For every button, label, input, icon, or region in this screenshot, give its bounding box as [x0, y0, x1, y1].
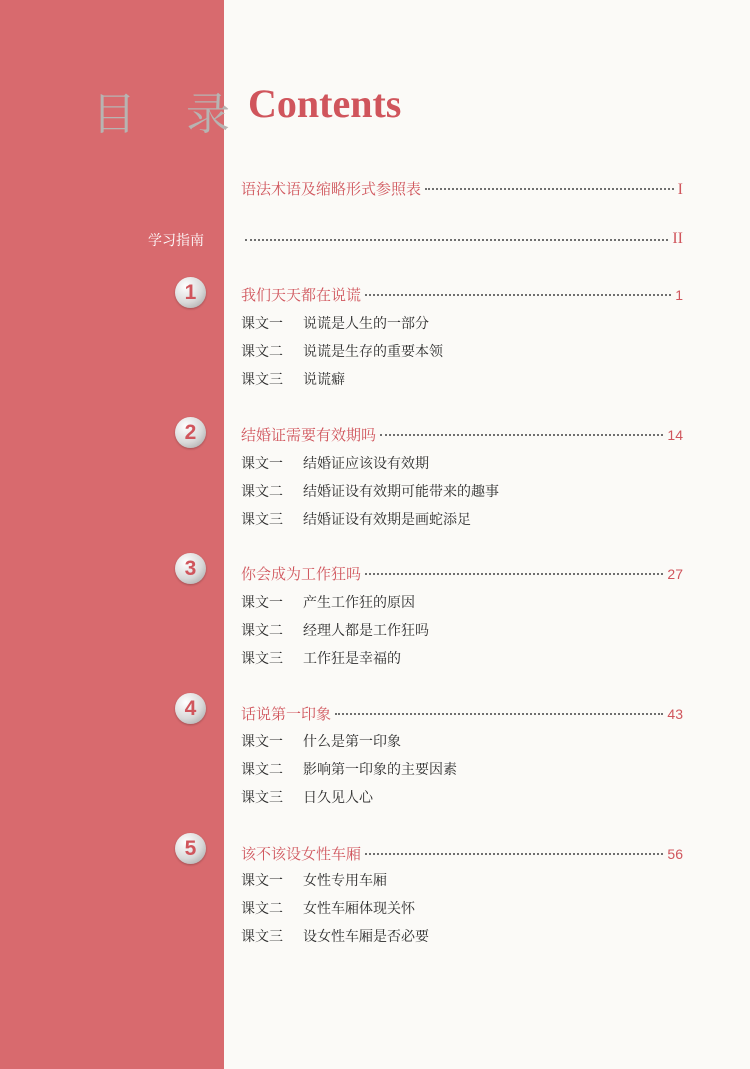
chapter-title: 你会成为工作狂吗	[241, 565, 362, 583]
chapter-page: 14	[667, 427, 683, 443]
lesson-label: 课文一	[241, 456, 283, 472]
lesson-label: 课文二	[241, 901, 283, 917]
lesson-item[interactable]	[241, 592, 415, 612]
chapter-page: 1	[675, 287, 683, 303]
chapter-page: 56	[667, 846, 683, 862]
lesson-title: 女性专用车厢	[303, 873, 387, 889]
lesson-item[interactable]	[241, 759, 457, 779]
lesson-item[interactable]	[241, 453, 429, 473]
lesson-label: 课文一	[241, 873, 283, 889]
chapter-number-badge: 4	[175, 693, 206, 724]
toc-chapter-2[interactable]	[241, 424, 683, 445]
leader-dots	[335, 712, 663, 715]
left-red-band	[0, 0, 224, 1069]
chapter-title: 结婚证需要有效期吗	[241, 426, 377, 444]
lesson-item[interactable]	[241, 369, 345, 389]
lesson-title: 影响第一印象的主要因素	[303, 762, 457, 778]
lesson-item[interactable]	[241, 481, 499, 501]
lesson-title: 产生工作狂的原因	[303, 595, 415, 611]
leader-dots	[245, 238, 668, 241]
lesson-label: 课文三	[241, 929, 283, 945]
toc-entry-guide[interactable]	[241, 230, 683, 248]
chapter-title: 话说第一印象	[241, 705, 332, 723]
lesson-item[interactable]	[241, 731, 401, 751]
toc-chapter-1[interactable]	[241, 284, 683, 305]
toc-chapter-4[interactable]	[241, 703, 683, 724]
lesson-title: 经理人都是工作狂吗	[303, 623, 429, 639]
leader-dots	[425, 187, 674, 190]
lesson-label: 课文三	[241, 790, 283, 806]
lesson-item[interactable]	[241, 313, 429, 333]
toc-chapter-3[interactable]	[241, 563, 683, 584]
lesson-title: 结婚证设有效期可能带来的趣事	[303, 484, 499, 500]
lesson-label: 课文二	[241, 344, 283, 360]
chapter-page: 43	[667, 706, 683, 722]
chapter-number-badge: 2	[175, 417, 206, 448]
page-title-chinese: 目 录	[92, 89, 248, 140]
lesson-label: 课文二	[241, 484, 283, 500]
leader-dots	[380, 433, 663, 436]
lesson-title: 日久见人心	[303, 790, 373, 806]
lesson-label: 课文三	[241, 512, 283, 528]
lesson-item[interactable]	[241, 620, 429, 640]
lesson-title: 结婚证应该设有效期	[303, 456, 429, 472]
lesson-label: 课文一	[241, 595, 283, 611]
lesson-label: 课文三	[241, 372, 283, 388]
chapter-number-badge: 3	[175, 553, 206, 584]
toc-entry-guide-label: 学习指南	[148, 233, 204, 249]
chapter-title: 我们天天都在说谎	[241, 286, 362, 304]
toc-chapter-5[interactable]	[241, 843, 683, 864]
lesson-label: 课文一	[241, 316, 283, 332]
lesson-title: 什么是第一印象	[303, 734, 401, 750]
leader-dots	[365, 852, 663, 855]
lesson-label: 课文二	[241, 623, 283, 639]
lesson-title: 结婚证设有效期是画蛇添足	[303, 512, 471, 528]
lesson-title: 说谎是生存的重要本领	[303, 344, 443, 360]
lesson-item[interactable]	[241, 648, 401, 668]
lesson-title: 说谎是人生的一部分	[303, 316, 429, 332]
chapter-number-badge: 5	[175, 833, 206, 864]
page-title-english: Contents	[248, 81, 402, 126]
toc-entry-page: I	[677, 181, 683, 198]
lesson-item[interactable]	[241, 898, 415, 918]
leader-dots	[365, 293, 671, 296]
lesson-title: 设女性车厢是否必要	[303, 929, 429, 945]
leader-dots	[365, 572, 663, 575]
chapter-page: 27	[667, 566, 683, 582]
toc-entry-glossary[interactable]	[241, 178, 683, 199]
chapter-title: 该不该设女性车厢	[241, 845, 362, 863]
lesson-item[interactable]	[241, 341, 443, 361]
lesson-item[interactable]	[241, 509, 471, 529]
toc-entry-label: 语法术语及缩略形式参照表	[241, 180, 422, 198]
lesson-label: 课文一	[241, 734, 283, 750]
lesson-item[interactable]	[241, 926, 429, 946]
lesson-title: 女性车厢体现关怀	[303, 901, 415, 917]
chapter-number-badge: 1	[175, 277, 206, 308]
lesson-label: 课文三	[241, 651, 283, 667]
toc-entry-page: II	[672, 230, 683, 247]
lesson-title: 工作狂是幸福的	[303, 651, 401, 667]
lesson-title: 说谎癖	[303, 372, 345, 388]
lesson-item[interactable]	[241, 787, 373, 807]
lesson-label: 课文二	[241, 762, 283, 778]
lesson-item[interactable]	[241, 870, 387, 890]
